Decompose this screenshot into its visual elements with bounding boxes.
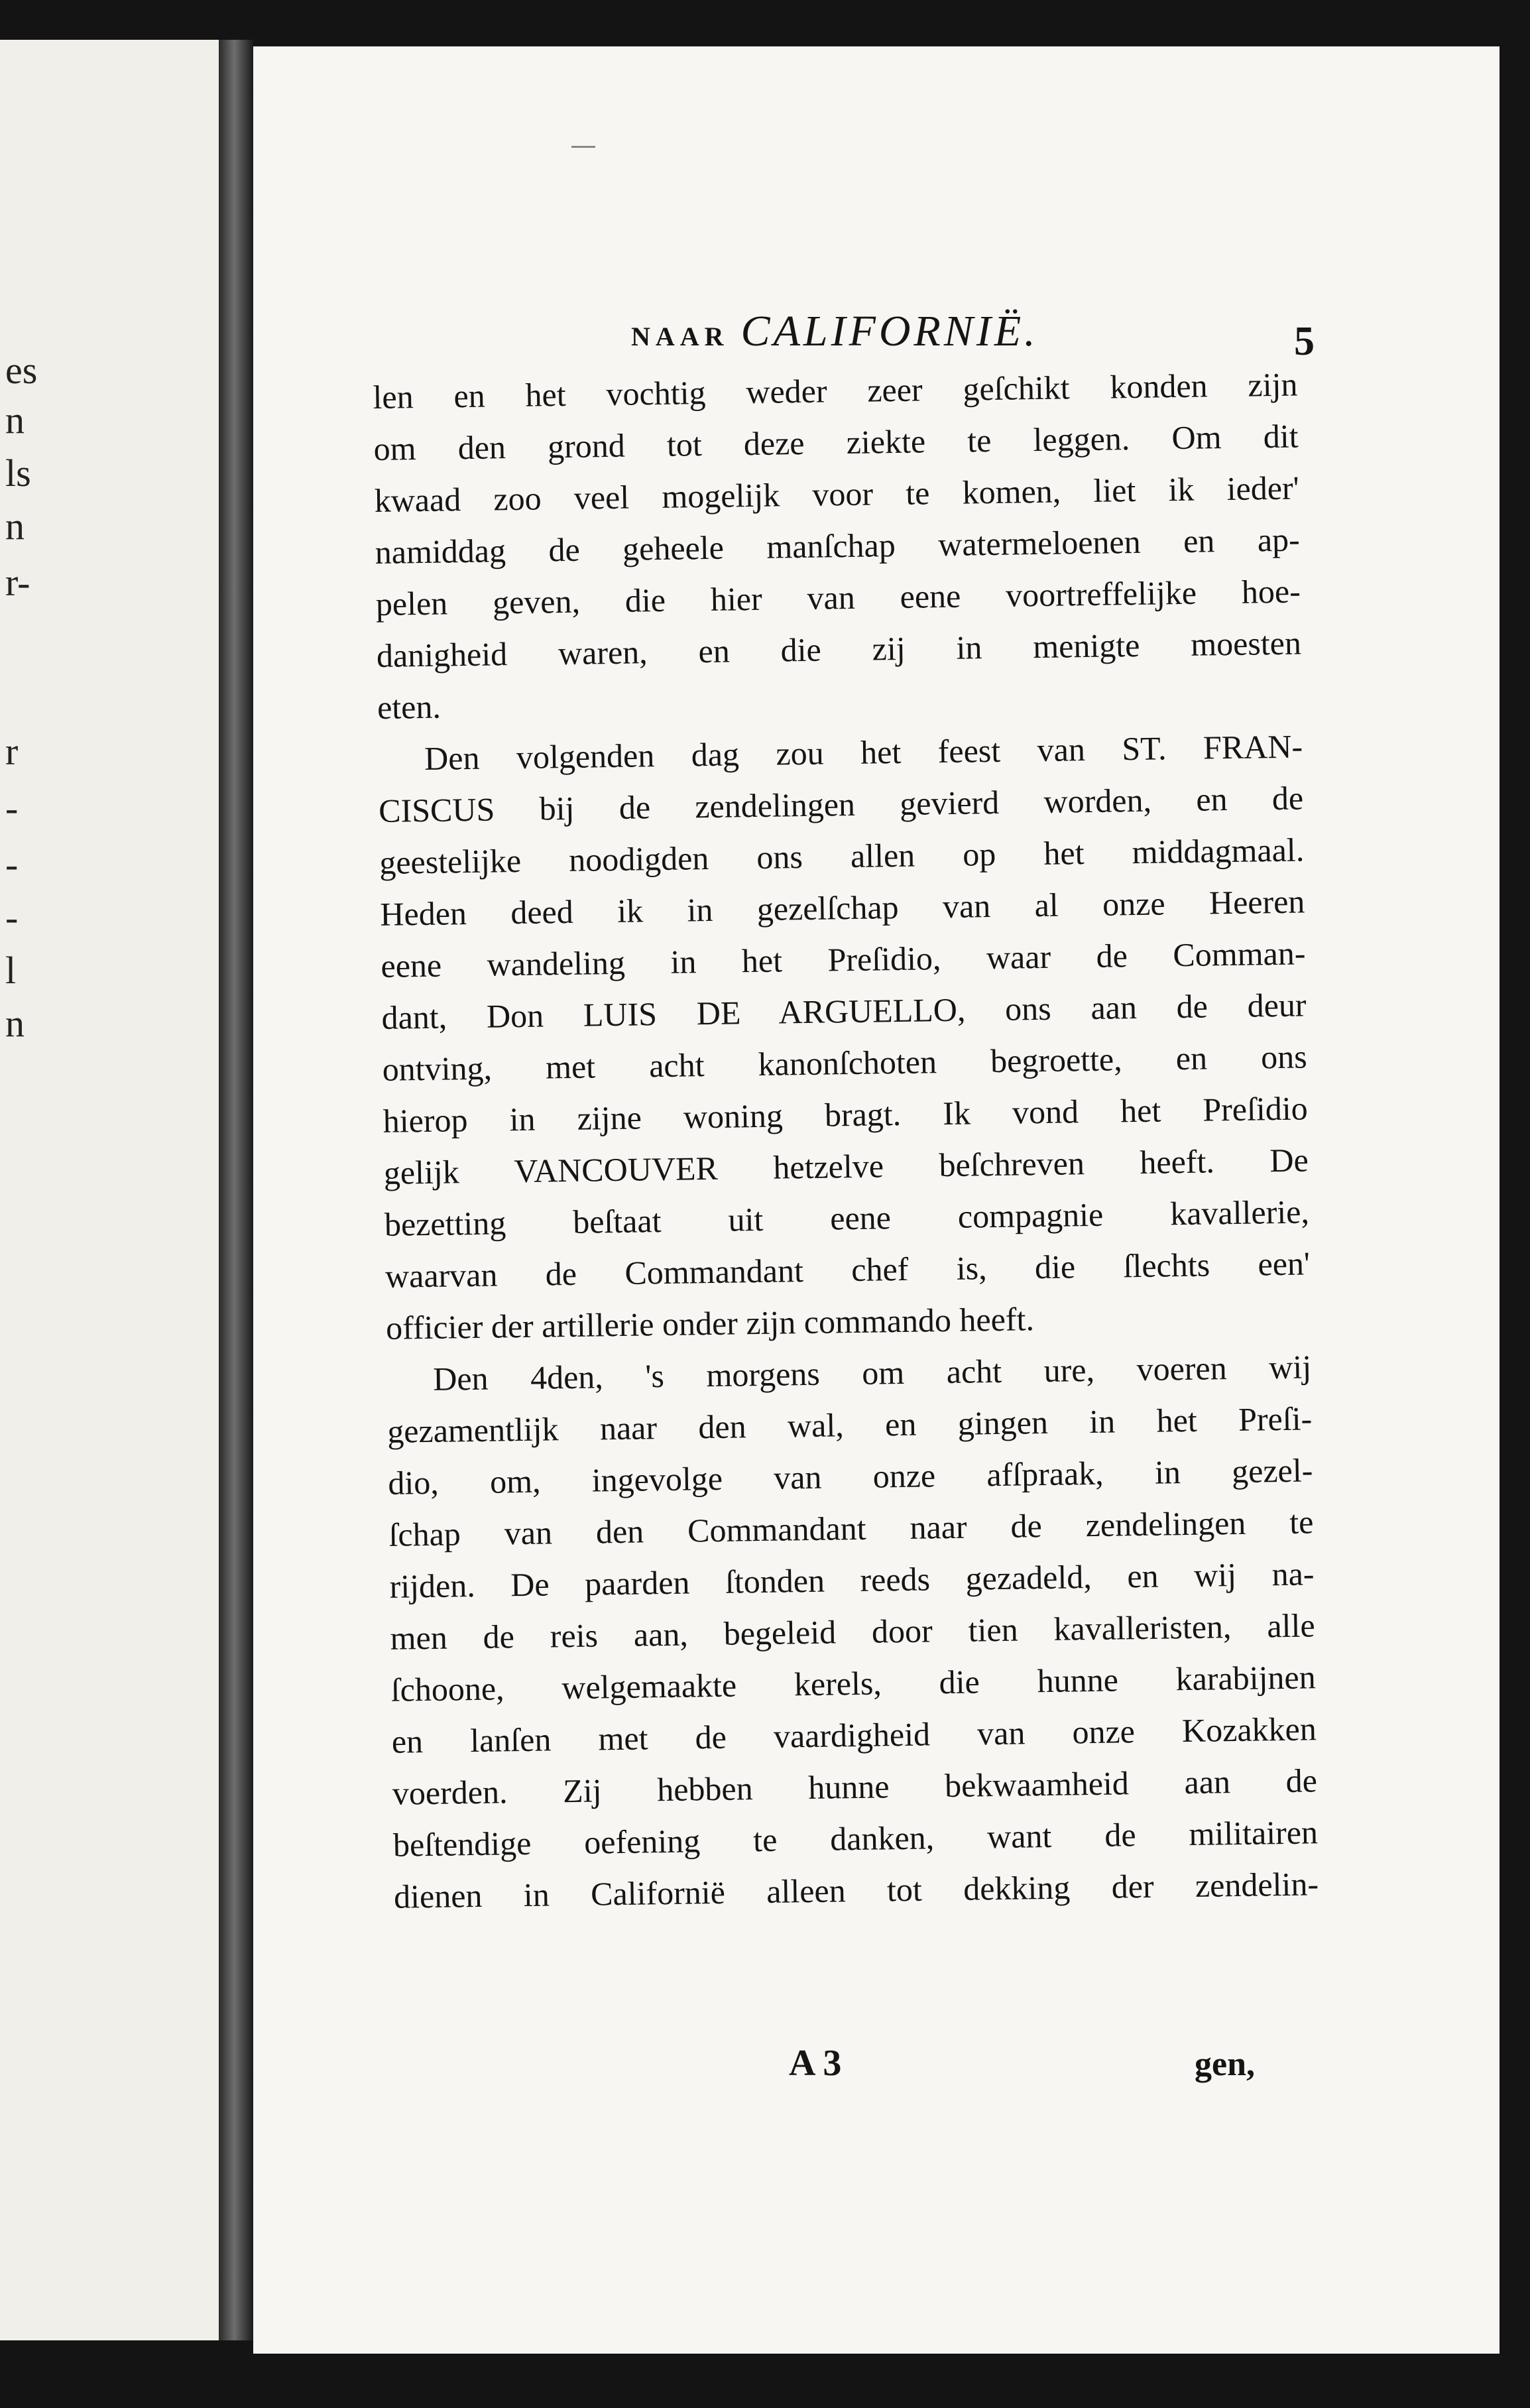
margin-fragment: n bbox=[5, 398, 25, 442]
text-line: dienen in Californië alleen tot dekking der zendelin- bbox=[393, 1865, 1319, 1915]
book-page bbox=[253, 46, 1500, 2354]
text-line: geestelijke noodigden ons allen op het middagmaal. bbox=[379, 831, 1305, 881]
text-line: dio, om, ingevolge van onze afſpraak, in gezel- bbox=[388, 1451, 1313, 1502]
text-line: dant, Don LUIS DE ARGUELLO, ons aan de deur bbox=[381, 986, 1307, 1036]
margin-fragment: r- bbox=[5, 561, 30, 604]
text-line: ſchap van den Commandant naar de zendelingen te bbox=[388, 1503, 1314, 1553]
text-line: Den 4den, 's morgens om acht ure, voeren wij bbox=[432, 1348, 1312, 1398]
text-line: len en het vochtig weder zeer geſchikt konden zijn bbox=[373, 365, 1298, 416]
text-line: men de reis aan, begeleid door tien kavalleristen, alle bbox=[390, 1606, 1315, 1657]
margin-fragment: l bbox=[5, 949, 17, 992]
page-number: 5 bbox=[1294, 319, 1315, 364]
paragraph bbox=[373, 359, 1302, 733]
paragraph bbox=[386, 1341, 1319, 1922]
text-line: gezamentlijk naar den wal, en gingen in het Preſi- bbox=[386, 1400, 1313, 1450]
text-line: Heden deed ik in gezelſchap van al onze Heeren bbox=[380, 882, 1305, 933]
book-gutter bbox=[219, 40, 253, 2340]
margin-fragment: ls bbox=[5, 452, 31, 495]
text-line: officier der artillerie onder zijn commando heeft. bbox=[385, 1300, 1035, 1347]
text-line: eten. bbox=[377, 688, 441, 726]
page-footer bbox=[253, 2035, 1500, 2102]
body-text bbox=[373, 359, 1319, 1923]
catchword: gen, bbox=[1195, 2045, 1255, 2083]
running-head-title: CALIFORNIË. bbox=[740, 307, 1039, 355]
text-line: ontving, met acht kanonſchoten begroette, en ons bbox=[382, 1038, 1307, 1088]
text-line: en lanſen met de vaardigheid van onze Kozakken bbox=[391, 1710, 1317, 1760]
text-line: rijden. De paarden ſtonden reeds gezadeld, en wij na- bbox=[389, 1555, 1315, 1605]
printer-mark bbox=[571, 146, 595, 148]
margin-fragment: - bbox=[5, 843, 19, 886]
text-line: hierop in zijne woning bragt. Ik vond het Preſidio bbox=[382, 1089, 1309, 1140]
paragraph bbox=[378, 720, 1311, 1353]
text-line: ſchoone, welgemaakte kerels, die hunne karabijnen bbox=[390, 1658, 1317, 1709]
text-line: namiddag de geheele manſchap watermeloenen en ap- bbox=[375, 520, 1301, 571]
text-line: om den grond tot deze ziekte te leggen. Om dit bbox=[373, 417, 1299, 467]
text-line: voerden. Zij hebben hunne bekwaamheid aan de bbox=[392, 1762, 1318, 1812]
margin-fragment: r bbox=[5, 730, 19, 773]
facing-page-edge bbox=[0, 40, 219, 2340]
text-line: CISCUS bij de zendelingen gevierd worden, en de bbox=[378, 779, 1304, 829]
running-head bbox=[631, 306, 1039, 357]
text-line: bezetting beſtaat uit eene compagnie kavallerie, bbox=[384, 1193, 1310, 1243]
running-head-prefix: NAAR bbox=[631, 322, 729, 351]
margin-fragment: n bbox=[5, 1002, 25, 1045]
margin-fragment: n bbox=[5, 505, 25, 548]
text-line: pelen geven, die hier van eene voortreffelijke hoe- bbox=[375, 572, 1301, 623]
text-line: Den volgenden dag zou het feest van ST. FRAN- bbox=[424, 727, 1303, 777]
text-line: gelijk VANCOUVER hetzelve beſchreven heeft. De bbox=[383, 1141, 1309, 1191]
margin-fragment: - bbox=[5, 896, 19, 939]
text-line: danigheid waren, en die zij in menigte moesten bbox=[376, 624, 1302, 674]
margin-fragment: es bbox=[5, 349, 38, 392]
text-line: kwaad zoo veel mogelijk voor te komen, liet ik ieder' bbox=[374, 469, 1299, 519]
signature-mark: A 3 bbox=[789, 2043, 842, 2084]
text-line: beſtendige oefening te danken, want de militairen bbox=[392, 1813, 1319, 1864]
margin-fragment: - bbox=[5, 786, 19, 829]
text-line: waarvan de Commandant chef is, die ſlechts een' bbox=[384, 1244, 1311, 1295]
text-line: eene wandeling in het Preſidio, waar de Comman- bbox=[381, 934, 1306, 985]
